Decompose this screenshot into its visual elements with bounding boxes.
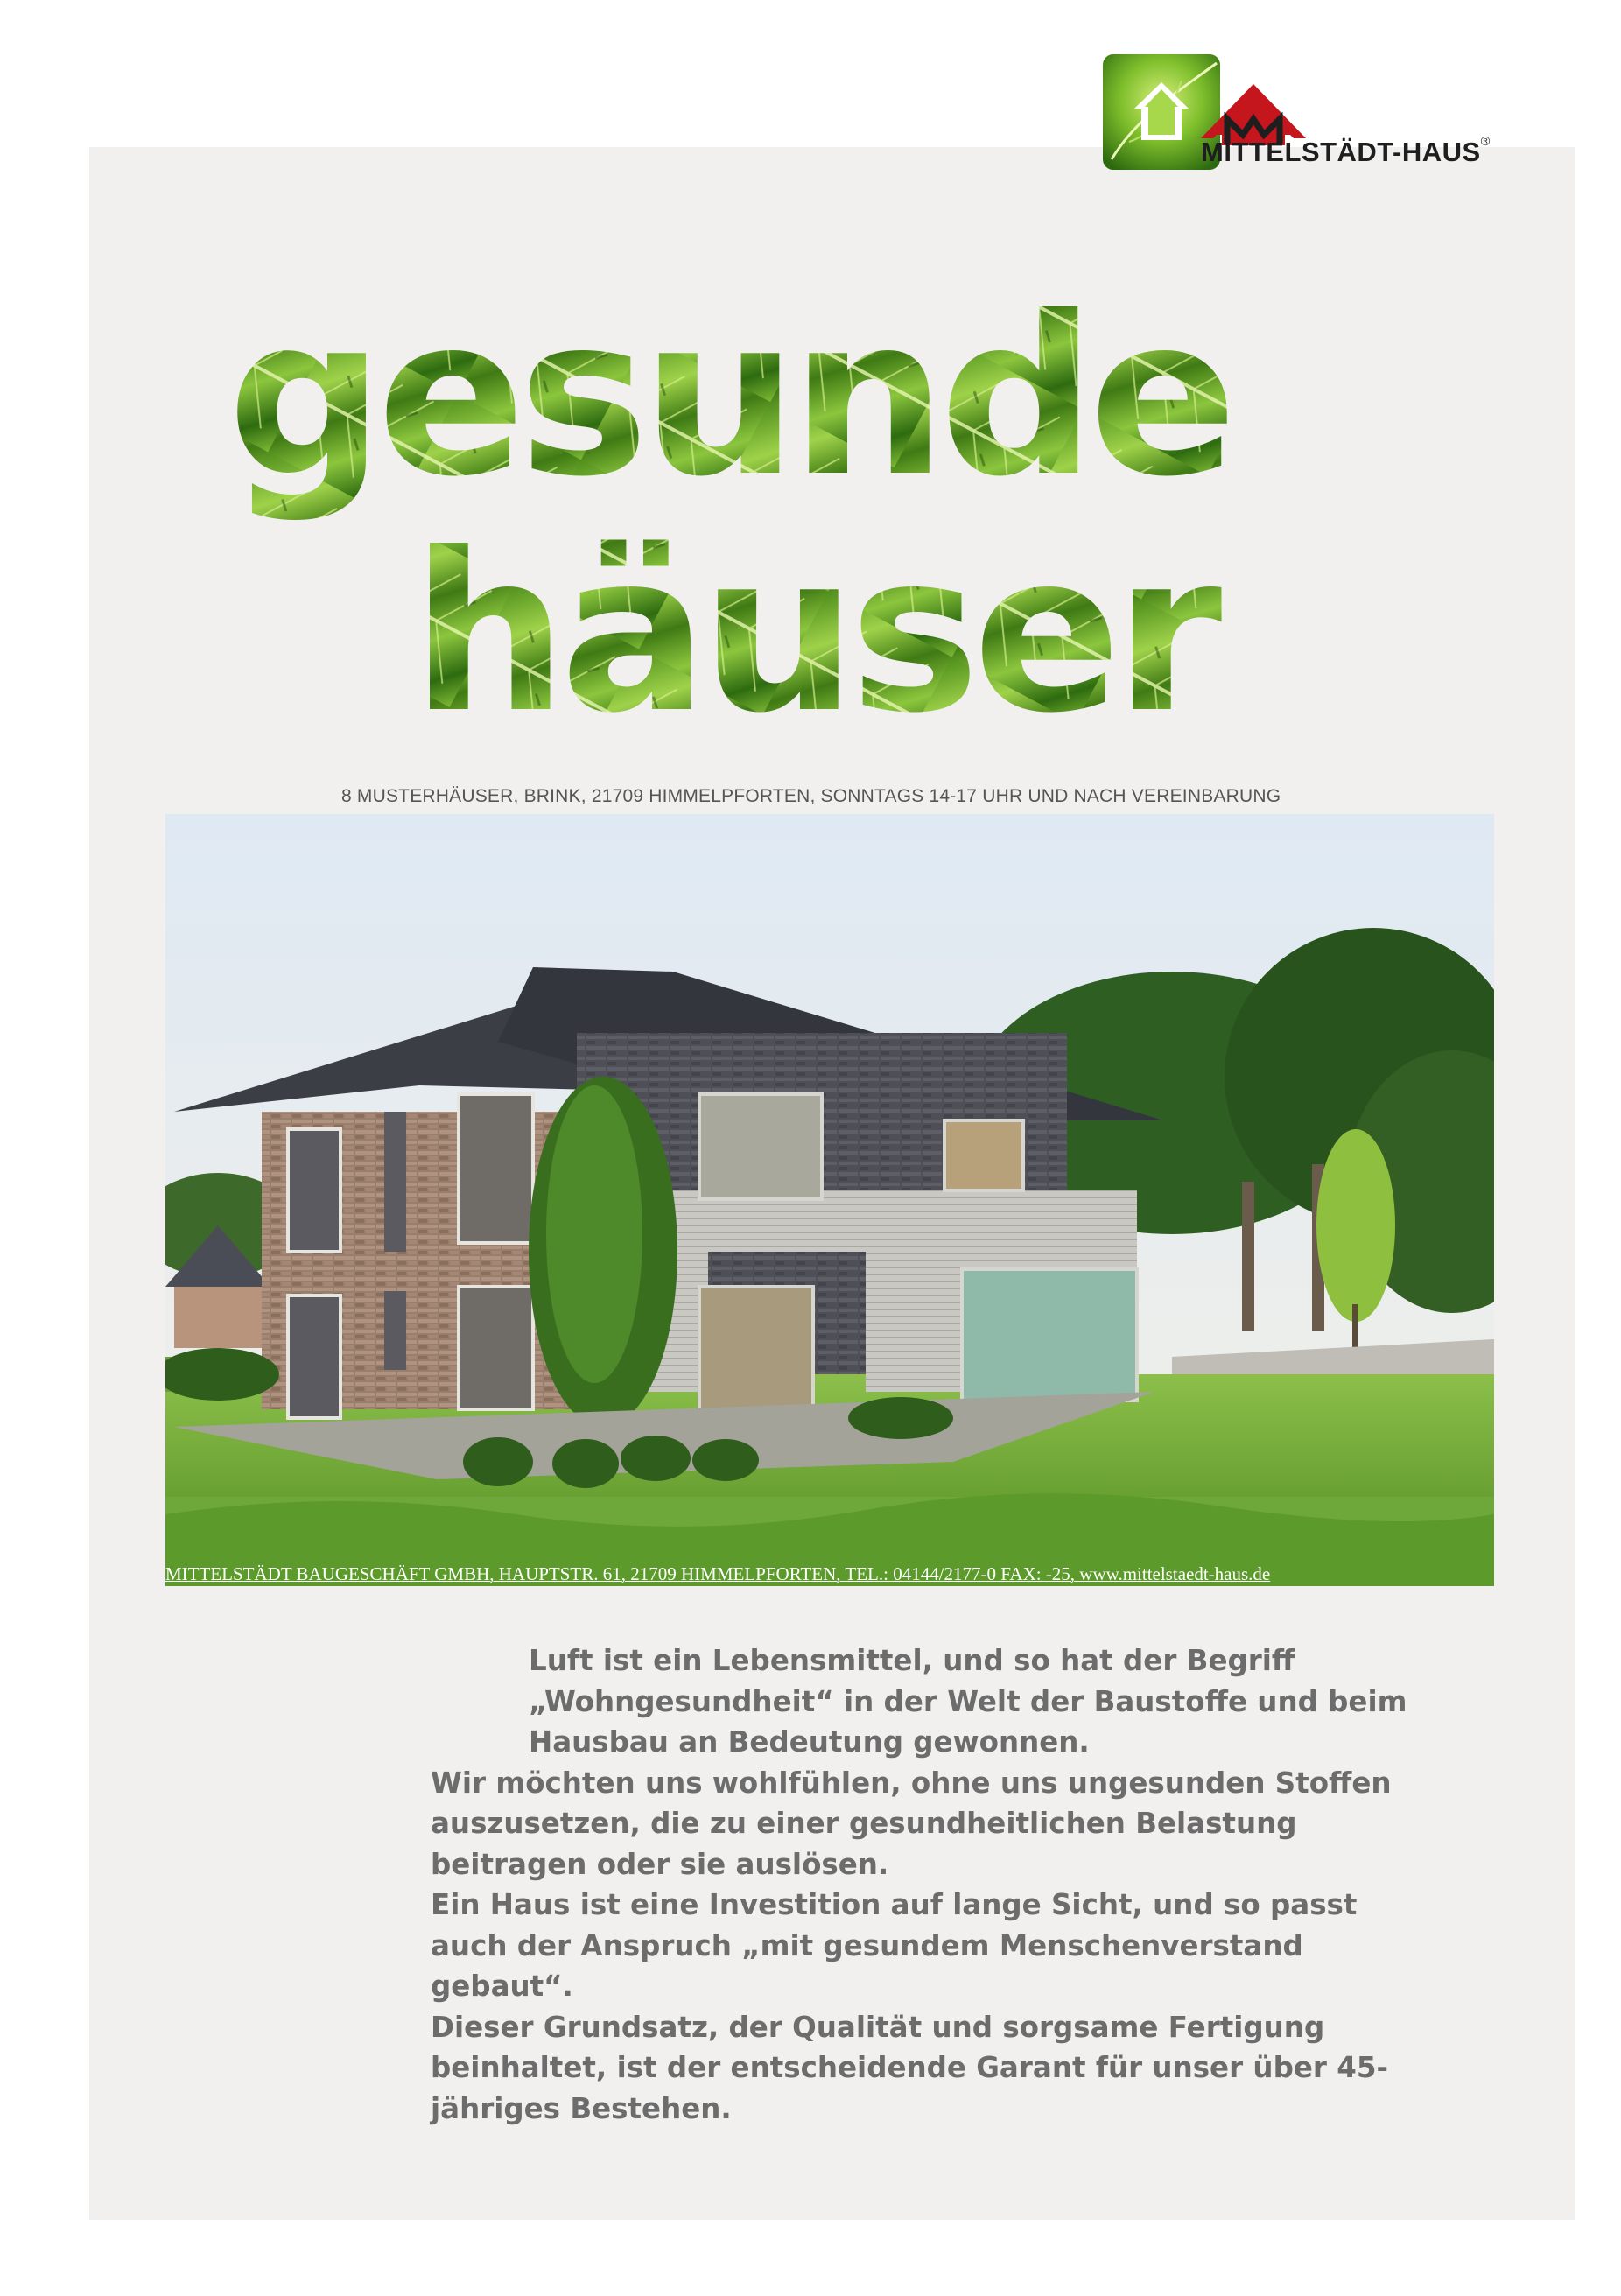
house-photo [165, 814, 1494, 1586]
showhouse-caption: 8 MUSTERHÄUSER, BRINK, 21709 HIMMELPFORTEN, SONNTAGS 14-17 UHR UND NACH VEREINBARUNG [341, 786, 1281, 806]
headline-line-1: gesunde [228, 270, 1231, 524]
paragraph-1: Luft ist ein Lebensmittel, und so hat der Begriff „Wohngesundheit“ in der Welt der Baustoffe und beim Hausbau an Bedeutung gewonnen. [529, 1644, 1407, 1759]
company-contact-caption: MITTELSTÄDT BAUGESCHÄFT GMBH, HAUPTSTR. 61, 21709 HIMMELPFORTEN, TEL.: 04144/2177-0 FAX: -25, www.mittelstaedt-haus.de [165, 1563, 1271, 1584]
company-logo[interactable] [1103, 54, 1505, 177]
paragraph-2: Wir möchten uns wohlfühlen, ohne uns ungesunden Stoffen auszusetzen, die zu einer gesundheitlichen Belastung beitragen oder sie auslösen. [431, 1766, 1392, 1881]
paragraph-3: Ein Haus ist eine Investition auf lange Sicht, und so passt auch der Anspruch „mit gesundem Menschenverstand gebaut“. [431, 1888, 1358, 2003]
paragraph-4: Dieser Grundsatz, der Qualität und sorgsame Fertigung beinhaltet, ist der entscheidende Garant für unser über 45-jähriges Bestehen. [431, 2010, 1388, 2125]
brand-name: MITTELSTÄDT-HAUS [1201, 137, 1481, 167]
headline [210, 263, 1435, 753]
headline-line-2: häuser [411, 506, 1216, 753]
intro-text [431, 1640, 1411, 2129]
registered-mark: ® [1479, 135, 1491, 149]
